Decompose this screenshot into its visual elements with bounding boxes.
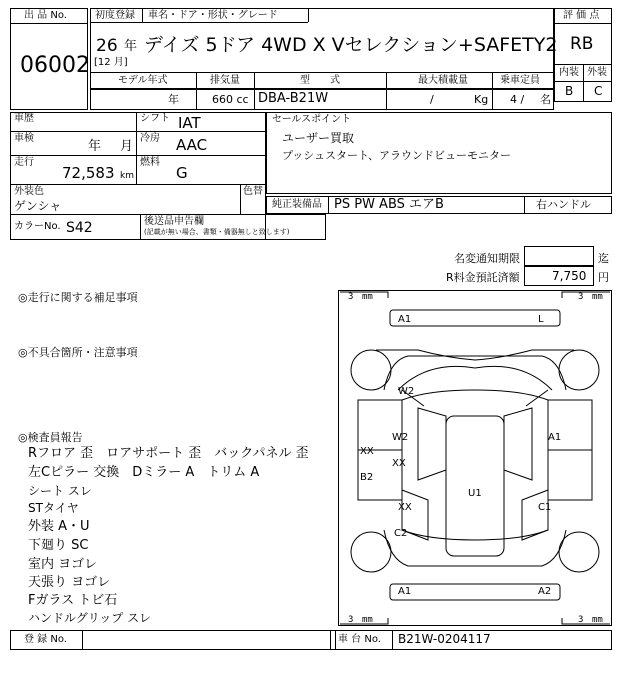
- divider: [136, 112, 137, 184]
- ac-value: AAC: [176, 136, 208, 154]
- sales-point-line2: プッシュスタート、アラウンドビューモニター: [282, 149, 512, 162]
- mark-left-front-fender: XX: [360, 446, 374, 457]
- corner-value: 3: [348, 615, 354, 625]
- sales-point-line1: ユーザー買取: [282, 131, 355, 145]
- max-load-value: /: [430, 93, 434, 106]
- grade-label: 評 価 点: [563, 10, 600, 21]
- docs-note: (記載が無い場合、書類・備器無しと致します): [144, 228, 290, 236]
- inspector-line: 下廻り SC: [28, 538, 89, 553]
- mark-left-front-door: B2: [360, 472, 374, 483]
- recycle-unit: 円: [598, 271, 609, 284]
- mark-hood: W2: [398, 386, 415, 397]
- corner-value: 3: [348, 292, 354, 302]
- model-year-unit: 年: [168, 93, 179, 106]
- displacement-label: 排気量: [210, 75, 240, 86]
- type-label: 型 式: [300, 75, 340, 86]
- equipment-value: PS PW ABS エアB: [334, 197, 444, 212]
- fuel-value: G: [176, 164, 188, 182]
- inspector-line: 外装 A・U: [28, 519, 90, 534]
- corner-unit: mm: [362, 292, 373, 302]
- chassis-no-value: B21W-0204117: [398, 632, 491, 646]
- inspection-month: 月: [120, 139, 134, 154]
- divider: [90, 22, 308, 23]
- divider: [328, 196, 329, 214]
- reg-no-label: 登 録 No.: [24, 634, 67, 645]
- capacity-unit: 名: [540, 93, 551, 106]
- exterior-label: 外装: [587, 67, 607, 78]
- mark-front-bumper-right: L: [538, 314, 544, 325]
- mileage-label: 走行: [14, 157, 34, 168]
- reg-year-unit: 年: [124, 39, 138, 54]
- sales-point-label: セールスポイント: [272, 114, 352, 125]
- divider: [82, 630, 83, 650]
- inspection-year: 年: [88, 139, 102, 154]
- divider: [10, 23, 88, 24]
- color-change-label: 色替: [243, 186, 263, 197]
- exterior-color-value: ゲンシャ: [14, 199, 62, 213]
- shift-value: IAT: [178, 114, 201, 132]
- mark-right-rear-door: C1: [538, 502, 552, 513]
- inspector-line: STタイヤ: [28, 501, 79, 515]
- divider: [554, 23, 612, 24]
- corner-unit: mm: [592, 292, 603, 302]
- max-load-unit: Kg: [474, 93, 489, 106]
- shift-label: シフト: [140, 113, 170, 124]
- grade-score: RB: [570, 34, 594, 54]
- divider: [10, 155, 266, 156]
- divider: [142, 8, 143, 22]
- car-diagram: [338, 290, 612, 626]
- max-load-label: 最大積載量: [418, 75, 468, 86]
- inspector-line: Rフロア 歪 ロアサポート 歪 バックパネル 歪: [28, 446, 309, 461]
- lot-label: 出 品 No.: [24, 10, 67, 21]
- mark-rear-bumper-left: A1: [398, 586, 412, 597]
- color-no-label: カラーNo.: [14, 221, 61, 232]
- fuel-label: 燃料: [140, 157, 160, 168]
- recycle-label: R料金預託済額: [446, 271, 520, 284]
- model-year-label: モデル年式: [118, 75, 168, 86]
- mark-rear-bumper-right: A2: [538, 586, 552, 597]
- interior-grade: B: [565, 84, 574, 98]
- divider: [524, 196, 525, 214]
- reg-month: [12 月]: [94, 57, 128, 68]
- capacity-label: 乗車定員: [500, 75, 540, 86]
- capacity-value: 4 /: [510, 93, 525, 106]
- mark-roof: U1: [468, 488, 482, 499]
- mark-right-front-door: A1: [548, 432, 562, 443]
- divider: [554, 81, 612, 82]
- mark-left-front-door2: XX: [392, 458, 406, 469]
- inspector-line: Fガラス トビ石: [28, 593, 118, 608]
- chassis-no-label: 車 台 No.: [338, 634, 381, 645]
- inspector-line: ハンドルグリップ スレ: [28, 611, 152, 625]
- displacement-value: 660 cc: [212, 93, 249, 106]
- interior-label: 内装: [559, 67, 579, 78]
- recycle-value: 7,750: [552, 269, 587, 283]
- reg-year: 26: [96, 36, 118, 56]
- corner-value: 3: [578, 292, 584, 302]
- divider: [90, 72, 554, 73]
- mark-front-bumper-left: A1: [398, 314, 412, 325]
- divider: [392, 630, 393, 650]
- divider: [240, 184, 241, 214]
- inspector-report-label: ◎検査員報告: [18, 431, 83, 444]
- divider: [308, 8, 309, 22]
- type-value: DBA-B21W: [258, 91, 329, 106]
- docs-label: 後送品申告欄: [144, 216, 204, 227]
- inspection-label: 車検: [14, 133, 34, 144]
- inspector-line: シート スレ: [28, 484, 92, 498]
- divider: [583, 64, 584, 102]
- ac-label: 冷房: [140, 133, 160, 144]
- color-no-value: S42: [66, 220, 93, 236]
- history-label: 車歴: [14, 113, 34, 124]
- car-name: デイズ 5ドア 4WD X Vセレクション+SAFETY2: [144, 34, 558, 56]
- inspector-line: 左Cピラー 交換 Dミラー A トリム A: [28, 465, 260, 480]
- mark-left-rear-quarter: C2: [394, 528, 408, 539]
- mileage-value: 72,583: [62, 164, 115, 182]
- divider: [10, 131, 266, 132]
- lot-number: 06002: [20, 53, 90, 78]
- mileage-unit: km: [120, 171, 134, 181]
- corner-value: 3: [578, 615, 584, 625]
- first-reg-label: 初度登録: [95, 10, 135, 21]
- inspector-line: 室内 ヨゴレ: [28, 557, 98, 572]
- exterior-color-label: 外装色: [14, 186, 44, 197]
- mark-windshield: W2: [392, 432, 409, 443]
- exterior-grade: C: [594, 84, 603, 98]
- car-name-label: 車名・ドア・形状・グレード: [148, 10, 278, 21]
- name-change-box: [524, 246, 594, 266]
- corner-unit: mm: [592, 615, 603, 625]
- corner-unit: mm: [362, 615, 373, 625]
- divider: [10, 184, 266, 185]
- steering-value: 右ハンドル: [536, 198, 591, 211]
- equipment-label: 純正装備品: [272, 199, 322, 210]
- name-change-unit: 迄: [598, 252, 609, 265]
- inspector-line: 天張り ヨゴレ: [28, 575, 111, 590]
- name-change-label: 名変通知期限: [454, 252, 520, 265]
- driving-notes-label: ◎走行に関する補足事項: [18, 291, 138, 304]
- defects-label: ◎不具合箇所・注意事項: [18, 346, 138, 359]
- mark-left-rear-door: XX: [398, 502, 412, 513]
